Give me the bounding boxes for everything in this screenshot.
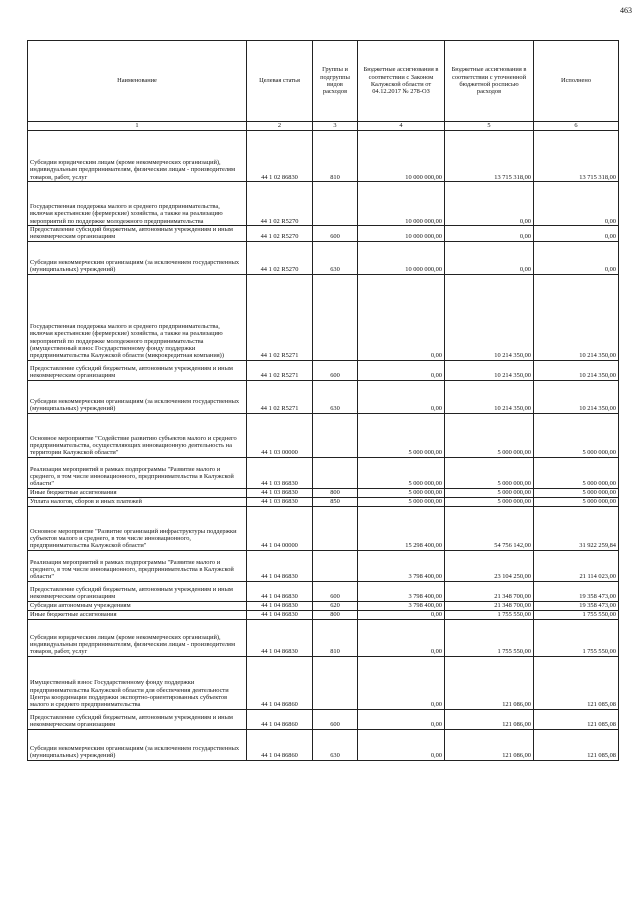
row-law-allocation: 0,00 xyxy=(358,274,445,360)
row-name: Реализация мероприятий в рамках подпрограммы "Развитие малого и среднего, в том числе инновационного, предпринимательства в Калужской области" xyxy=(28,457,247,488)
row-refined-allocation: 0,00 xyxy=(445,226,534,242)
table-row xyxy=(28,380,619,413)
row-law-allocation: 5 000 000,00 xyxy=(358,497,445,506)
row-law-allocation: 0,00 xyxy=(358,619,445,656)
row-refined-allocation: 21 348 700,00 xyxy=(445,601,534,610)
row-name: Субсидии некоммерческим организациям (за исключением государственных (муниципальных) учреждений) xyxy=(28,380,247,413)
row-law-allocation: 10 000 000,00 xyxy=(358,226,445,242)
row-executed: 19 358 473,00 xyxy=(534,581,619,601)
row-name: Предоставление субсидий бюджетным, автономным учреждениям и иным некоммерческим организациям xyxy=(28,709,247,729)
row-refined-allocation: 21 348 700,00 xyxy=(445,581,534,601)
row-expense-group xyxy=(313,506,358,550)
column-index: 4 xyxy=(358,122,445,131)
row-executed: 0,00 xyxy=(534,241,619,274)
row-law-allocation: 0,00 xyxy=(358,380,445,413)
table-row xyxy=(28,656,619,709)
column-index: 3 xyxy=(313,122,358,131)
row-expense-group: 810 xyxy=(313,619,358,656)
row-executed: 0,00 xyxy=(534,182,619,226)
header-law-allocation: Бюджетные ассигнования в соответствии с Законом Калужской области от 04.12.2017 № 278-ОЗ xyxy=(358,41,445,122)
row-expense-group: 600 xyxy=(313,360,358,380)
row-expense-group xyxy=(313,457,358,488)
row-name: Субсидии юридическим лицам (кроме некоммерческих организаций), индивидуальным предпринимателям, физическим лицам - производителям товаров, работ, услуг xyxy=(28,131,247,182)
table-row xyxy=(28,497,619,506)
row-expense-group: 600 xyxy=(313,226,358,242)
row-target-article: 44 1 04 86830 xyxy=(247,610,313,619)
row-law-allocation: 0,00 xyxy=(358,610,445,619)
row-law-allocation: 0,00 xyxy=(358,709,445,729)
row-refined-allocation: 5 000 000,00 xyxy=(445,413,534,457)
row-name: Иные бюджетные ассигнования xyxy=(28,610,247,619)
row-target-article: 44 1 04 86830 xyxy=(247,550,313,581)
row-law-allocation: 5 000 000,00 xyxy=(358,457,445,488)
header-row xyxy=(28,41,619,122)
row-executed: 121 085,08 xyxy=(534,729,619,760)
row-law-allocation: 5 000 000,00 xyxy=(358,413,445,457)
row-refined-allocation: 13 715 318,00 xyxy=(445,131,534,182)
row-target-article: 44 1 04 86830 xyxy=(247,619,313,656)
row-expense-group: 620 xyxy=(313,601,358,610)
row-name: Субсидии автономным учреждениям xyxy=(28,601,247,610)
table-row xyxy=(28,550,619,581)
row-executed: 10 214 350,00 xyxy=(534,380,619,413)
table-row xyxy=(28,581,619,601)
row-refined-allocation: 10 214 350,00 xyxy=(445,380,534,413)
row-target-article: 44 1 02 R5271 xyxy=(247,274,313,360)
row-name: Государственная поддержка малого и среднего предпринимательства, включая крестьянские (фермерские) хозяйства, а также на реализацию мероприятий по поддержке молодежного предпринимательства (имущественный взнос Государственному фонду поддержки предпринимательства Калужской области (микрокредитная компания)) xyxy=(28,274,247,360)
table-row xyxy=(28,601,619,610)
column-index: 2 xyxy=(247,122,313,131)
row-target-article: 44 1 02 R5270 xyxy=(247,226,313,242)
row-refined-allocation: 5 000 000,00 xyxy=(445,488,534,497)
table-row xyxy=(28,610,619,619)
row-name: Субсидии некоммерческим организациям (за исключением государственных (муниципальных) учреждений) xyxy=(28,729,247,760)
row-name: Предоставление субсидий бюджетным, автономным учреждениям и иным некоммерческим организациям xyxy=(28,581,247,601)
row-law-allocation: 0,00 xyxy=(358,729,445,760)
row-executed: 1 755 550,00 xyxy=(534,619,619,656)
row-law-allocation: 3 798 400,00 xyxy=(358,581,445,601)
row-refined-allocation: 121 086,00 xyxy=(445,709,534,729)
row-executed: 5 000 000,00 xyxy=(534,497,619,506)
row-refined-allocation: 121 086,00 xyxy=(445,729,534,760)
row-executed: 5 000 000,00 xyxy=(534,488,619,497)
column-index: 5 xyxy=(445,122,534,131)
row-refined-allocation: 54 756 142,00 xyxy=(445,506,534,550)
row-refined-allocation: 23 104 250,00 xyxy=(445,550,534,581)
table-row xyxy=(28,457,619,488)
row-executed: 121 085,08 xyxy=(534,709,619,729)
row-target-article: 44 1 02 R5271 xyxy=(247,380,313,413)
row-executed: 5 000 000,00 xyxy=(534,457,619,488)
row-target-article: 44 1 04 86860 xyxy=(247,656,313,709)
row-expense-group: 630 xyxy=(313,729,358,760)
row-refined-allocation: 10 214 350,00 xyxy=(445,360,534,380)
row-expense-group: 810 xyxy=(313,131,358,182)
row-expense-group: 600 xyxy=(313,581,358,601)
row-law-allocation: 0,00 xyxy=(358,656,445,709)
row-name: Реализация мероприятий в рамках подпрограммы "Развитие малого и среднего, в том числе инновационного, предпринимательства в Калужской области" xyxy=(28,550,247,581)
row-executed: 13 715 318,00 xyxy=(534,131,619,182)
row-executed: 1 755 550,00 xyxy=(534,610,619,619)
row-target-article: 44 1 04 86860 xyxy=(247,709,313,729)
row-law-allocation: 10 000 000,00 xyxy=(358,182,445,226)
row-expense-group xyxy=(313,656,358,709)
row-refined-allocation: 121 086,00 xyxy=(445,656,534,709)
column-index: 1 xyxy=(28,122,247,131)
row-executed: 19 358 473,00 xyxy=(534,601,619,610)
row-target-article: 44 1 03 00000 xyxy=(247,413,313,457)
row-target-article: 44 1 04 86860 xyxy=(247,729,313,760)
header-expense-group: Группы и подгруппы видов расходов xyxy=(313,41,358,122)
row-expense-group: 850 xyxy=(313,497,358,506)
row-target-article: 44 1 02 R5270 xyxy=(247,241,313,274)
row-executed: 10 214 350,00 xyxy=(534,274,619,360)
row-expense-group: 630 xyxy=(313,380,358,413)
row-refined-allocation: 5 000 000,00 xyxy=(445,457,534,488)
row-expense-group: 800 xyxy=(313,610,358,619)
row-law-allocation: 10 000 000,00 xyxy=(358,131,445,182)
row-executed: 21 114 023,00 xyxy=(534,550,619,581)
row-target-article: 44 1 02 86830 xyxy=(247,131,313,182)
row-name: Имущественный взнос Государственному фонду поддержки предпринимательства Калужской области для обеспечения деятельности Центра координации поддержки экспортно-ориентированных субъектов малого и среднего предпринимательства xyxy=(28,656,247,709)
budget-table xyxy=(27,40,619,761)
row-target-article: 44 1 03 86830 xyxy=(247,488,313,497)
row-refined-allocation: 0,00 xyxy=(445,241,534,274)
table-row xyxy=(28,131,619,182)
row-name: Основное мероприятие "Содействие развитию субъектов малого и среднего предпринимательства, осуществляющих инновационную деятельность на территории Калужской области" xyxy=(28,413,247,457)
row-law-allocation: 3 798 400,00 xyxy=(358,601,445,610)
row-name: Основное мероприятие "Развитие организаций инфраструктуры поддержки субъектов малого и среднего, в том числе инновационного, предпринимательства Калужской области" xyxy=(28,506,247,550)
column-index-row xyxy=(28,122,619,131)
row-name: Субсидии некоммерческим организациям (за исключением государственных (муниципальных) учреждений) xyxy=(28,241,247,274)
row-law-allocation: 15 298 400,00 xyxy=(358,506,445,550)
header-refined-allocation: Бюджетные ассигнования в соответствии с уточненной бюджетной росписью расходов xyxy=(445,41,534,122)
row-law-allocation: 10 000 000,00 xyxy=(358,241,445,274)
row-target-article: 44 1 04 00000 xyxy=(247,506,313,550)
row-law-allocation: 0,00 xyxy=(358,360,445,380)
row-refined-allocation: 5 000 000,00 xyxy=(445,497,534,506)
row-refined-allocation: 0,00 xyxy=(445,182,534,226)
header-name: Наименование xyxy=(28,41,247,122)
row-refined-allocation: 1 755 550,00 xyxy=(445,619,534,656)
row-executed: 10 214 350,00 xyxy=(534,360,619,380)
row-name: Иные бюджетные ассигнования xyxy=(28,488,247,497)
table-row xyxy=(28,619,619,656)
row-target-article: 44 1 03 86830 xyxy=(247,497,313,506)
header-executed: Исполнено xyxy=(534,41,619,122)
table-row xyxy=(28,226,619,242)
row-expense-group xyxy=(313,182,358,226)
row-executed: 0,00 xyxy=(534,226,619,242)
page-number: 463 xyxy=(620,6,632,15)
row-name: Государственная поддержка малого и среднего предпринимательства, включая крестьянские (фермерские) хозяйства, а также на реализацию мероприятий по поддержке молодежного предпринимательства xyxy=(28,182,247,226)
row-law-allocation: 5 000 000,00 xyxy=(358,488,445,497)
table-row xyxy=(28,488,619,497)
row-target-article: 44 1 03 86830 xyxy=(247,457,313,488)
table-row xyxy=(28,413,619,457)
row-target-article: 44 1 02 R5270 xyxy=(247,182,313,226)
row-name: Субсидии юридическим лицам (кроме некоммерческих организаций), индивидуальным предпринимателям, физическим лицам - производителям товаров, работ, услуг xyxy=(28,619,247,656)
row-expense-group xyxy=(313,550,358,581)
header-target-article: Целевая статья xyxy=(247,41,313,122)
row-expense-group: 800 xyxy=(313,488,358,497)
row-expense-group: 630 xyxy=(313,241,358,274)
table-row xyxy=(28,241,619,274)
row-expense-group: 600 xyxy=(313,709,358,729)
row-target-article: 44 1 04 86830 xyxy=(247,581,313,601)
row-refined-allocation: 1 755 550,00 xyxy=(445,610,534,619)
row-expense-group xyxy=(313,274,358,360)
row-refined-allocation: 10 214 350,00 xyxy=(445,274,534,360)
column-index: 6 xyxy=(534,122,619,131)
table-row xyxy=(28,709,619,729)
row-name: Уплата налогов, сборов и иных платежей xyxy=(28,497,247,506)
row-expense-group xyxy=(313,413,358,457)
row-target-article: 44 1 02 R5271 xyxy=(247,360,313,380)
row-name: Предоставление субсидий бюджетным, автономным учреждениям и иным некоммерческим организациям xyxy=(28,360,247,380)
row-executed: 31 922 259,84 xyxy=(534,506,619,550)
table-row xyxy=(28,182,619,226)
row-executed: 5 000 000,00 xyxy=(534,413,619,457)
row-executed: 121 085,08 xyxy=(534,656,619,709)
row-law-allocation: 3 798 400,00 xyxy=(358,550,445,581)
table-row xyxy=(28,360,619,380)
table-row xyxy=(28,729,619,760)
table-row xyxy=(28,274,619,360)
row-target-article: 44 1 04 86830 xyxy=(247,601,313,610)
table-row xyxy=(28,506,619,550)
row-name: Предоставление субсидий бюджетным, автономным учреждениям и иным некоммерческим организациям xyxy=(28,226,247,242)
